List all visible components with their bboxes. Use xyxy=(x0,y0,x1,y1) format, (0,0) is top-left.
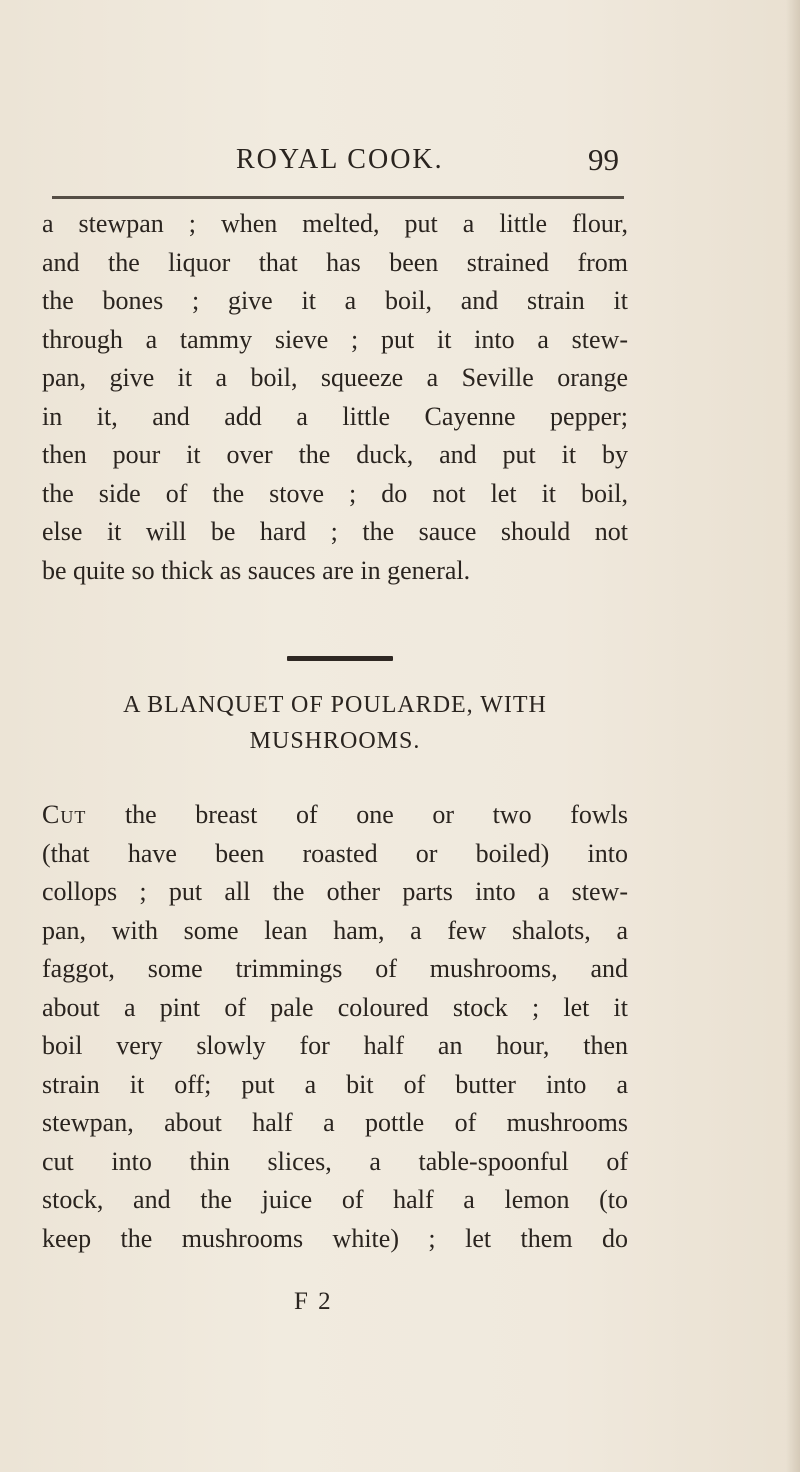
text-line: be quite so thick as sauces are in general. xyxy=(42,555,471,585)
opening-word: Cut xyxy=(42,800,87,829)
text-line: about a pint of pale coloured stock ; let it xyxy=(42,992,628,1022)
recipe-title-line-2: MUSHROOMS. xyxy=(249,728,421,754)
text-line: pan, with some lean ham, a few shalots, a xyxy=(42,915,628,945)
text-line: boil very slowly for half an hour, then xyxy=(42,1031,628,1060)
text-line: keep the mushrooms white) ; let them do xyxy=(42,1223,628,1253)
page-number: 99 xyxy=(588,142,619,177)
text-line: stewpan, about half a pottle of mushrooms xyxy=(42,1108,628,1137)
text-line: the bones ; give it a boil, and strain it xyxy=(42,286,628,315)
text-line: stock, and the juice of half a lemon (to xyxy=(42,1185,628,1214)
recipe-title xyxy=(42,687,628,759)
paragraph-continuation xyxy=(42,205,628,590)
text-line: faggot, some trimmings of mushrooms, and xyxy=(42,954,628,983)
header-rule xyxy=(52,196,624,199)
text-line-rest: the breast of one or two fowls xyxy=(86,800,628,829)
text-line: else it will be hard ; the sauce should not xyxy=(42,517,628,546)
text-line: a stewpan ; when melted, put a little flour, xyxy=(42,209,628,238)
text-line: and the liquor that has been strained from xyxy=(42,247,628,277)
recipe-paragraph xyxy=(42,796,628,1258)
text-line: collops ; put all the other parts into a stew- xyxy=(42,877,628,906)
page-edge-shadow xyxy=(786,0,800,1472)
recipe-title-line-1: A BLANQUET OF POULARDE, WITH xyxy=(123,692,547,718)
section-divider xyxy=(287,656,393,661)
page-header xyxy=(0,140,800,190)
text-line-first xyxy=(42,796,628,835)
text-line: then pour it over the duck, and put it by xyxy=(42,440,628,469)
text-line: the side of the stove ; do not let it boil, xyxy=(42,478,628,508)
running-head: ROYAL COOK. xyxy=(236,144,444,175)
text-line: pan, give it a boil, squeeze a Seville orange xyxy=(42,363,628,392)
text-line: strain it off; put a bit of butter into a xyxy=(42,1069,628,1099)
text-line: through a tammy sieve ; put it into a stew- xyxy=(42,324,628,354)
text-line: in it, and add a little Cayenne pepper; xyxy=(42,401,628,431)
text-line: (that have been roasted or boiled) into xyxy=(42,838,628,868)
text-line: cut into thin slices, a table-spoonful of xyxy=(42,1146,628,1176)
signature-mark: F 2 xyxy=(294,1288,333,1315)
